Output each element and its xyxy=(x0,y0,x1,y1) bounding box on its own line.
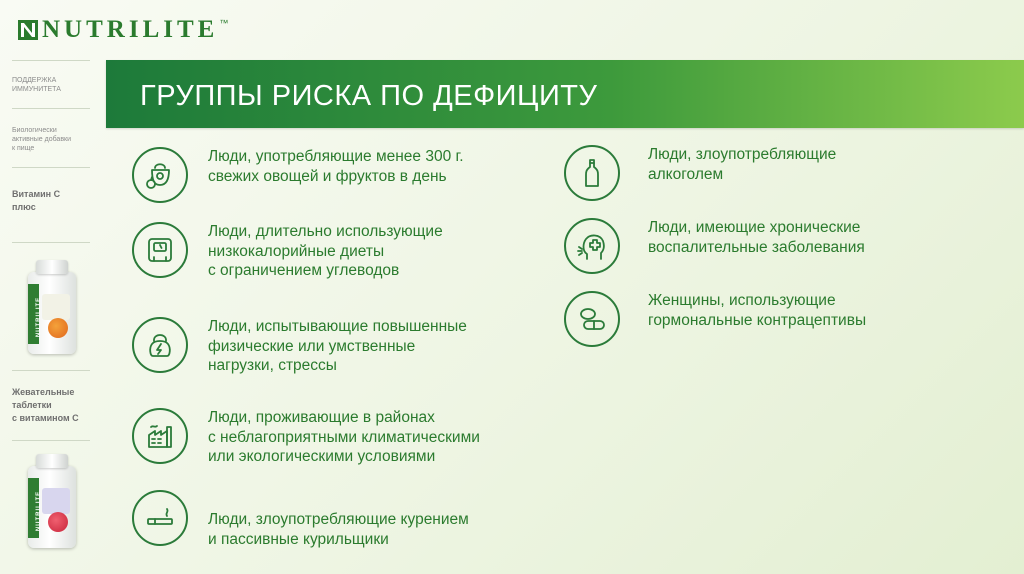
sidebar-divider xyxy=(12,167,90,168)
pills-icon xyxy=(564,291,620,347)
factory-icon xyxy=(132,408,188,464)
sidebar xyxy=(12,60,90,214)
risk-group-text: Люди, злоупотребляющие курением и пассивные курильщики xyxy=(208,511,469,548)
risk-group-text: Люди, имеющие хронические воспалительные заболевания xyxy=(648,219,865,256)
kettlebell-icon xyxy=(132,317,188,373)
risk-group-item xyxy=(132,490,469,549)
sidebar-product-vitamin-c[interactable]: Витамин С плюс xyxy=(12,189,61,212)
sidebar-divider xyxy=(12,440,90,441)
trademark: ™ xyxy=(219,18,229,28)
risk-group-text: Люди, проживающие в районах с неблагоприятными климатическими или экологическими условиями xyxy=(208,409,480,465)
risk-group-text: Люди, злоупотребляющие алкоголем xyxy=(648,146,837,183)
risk-group-item xyxy=(132,408,480,467)
risk-group-item xyxy=(132,147,464,203)
sidebar-divider xyxy=(12,370,90,371)
risk-group-item xyxy=(564,218,865,274)
risk-group-item xyxy=(564,291,866,347)
chewable-vitamin-c-bottle-image: NUTRILITE xyxy=(28,466,76,548)
risk-group-text: Люди, испытывающие повышенные физические или умственные нагрузки, стрессы xyxy=(208,318,467,374)
leaf-n-icon xyxy=(18,20,38,40)
brand-name: NUTRILITE xyxy=(42,16,219,43)
sidebar-divider xyxy=(12,108,90,109)
bottle-icon xyxy=(564,145,620,201)
risk-group-item xyxy=(564,145,836,201)
risk-group-text: Люди, употребляющие менее 300 г. свежих овощей и фруктов в день xyxy=(208,148,464,185)
title-banner xyxy=(106,60,1024,128)
cigarette-icon xyxy=(132,490,188,546)
vegetables-icon xyxy=(132,147,188,203)
sidebar-divider xyxy=(12,60,90,61)
nutrilite-logo xyxy=(18,14,228,46)
risk-group-item xyxy=(132,317,467,376)
sidebar-section-immunity[interactable]: ПОДДЕРЖКА ИММУНИТЕТА xyxy=(12,77,61,93)
sidebar-product-chewable[interactable]: Жевательные таблетки с витамином С xyxy=(12,387,79,423)
vitamin-c-plus-bottle-image: NUTRILITE xyxy=(28,272,76,354)
risk-group-item xyxy=(132,222,443,281)
risk-group-text: Люди, длительно использующие низкокалорийные диеты с ограничением углеводов xyxy=(208,223,443,279)
scale-icon xyxy=(132,222,188,278)
sidebar-section-supplements[interactable]: Биологически активные добавки к пище xyxy=(12,127,72,152)
head-cross-icon xyxy=(564,218,620,274)
page-title: ГРУППЫ РИСКА ПО ДЕФИЦИТУ xyxy=(140,80,598,112)
sidebar-divider xyxy=(12,242,90,243)
risk-group-text: Женщины, использующие гормональные контрацептивы xyxy=(648,292,867,329)
